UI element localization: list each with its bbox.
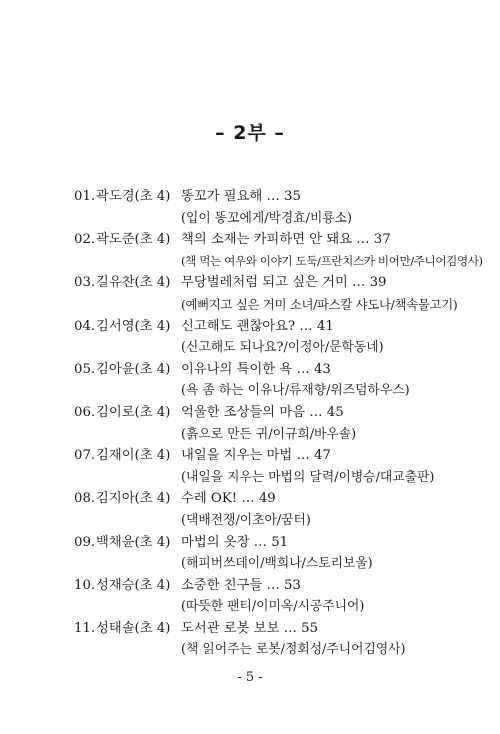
entry-number: 03.	[74, 275, 96, 291]
entry-title: 내일을 지우는 마법 … 47	[181, 448, 331, 464]
toc-entry-main	[74, 488, 474, 510]
toc-entry	[74, 272, 474, 315]
entry-number: 06.	[74, 404, 96, 420]
toc-entry-main	[74, 618, 474, 640]
entry-source: (책 읽어주는 로봇/정회성/주니어김영사)	[181, 642, 406, 658]
entry-number: 04.	[74, 318, 96, 334]
entry-author: 김지아(초 4)	[96, 491, 171, 507]
entry-number: 07.	[74, 448, 96, 464]
entry-number: 08.	[74, 491, 96, 507]
entry-number: 05.	[74, 361, 96, 377]
toc-entry	[74, 488, 474, 531]
entry-author: 김서영(초 4)	[96, 318, 171, 334]
entry-source: (신고해도 되나요?/이정아/문학동네)	[181, 340, 384, 356]
entry-title: 억울한 조상들의 마음 … 45	[181, 404, 344, 420]
toc-entry-main	[74, 272, 474, 294]
toc-entry	[74, 229, 483, 272]
toc-entry-main	[74, 316, 474, 338]
entry-source: (내일을 지우는 마법의 달력/이병승/대교출판)	[181, 469, 435, 485]
entry-number: 01.	[74, 189, 96, 204]
entry-title: 수레 OK! … 49	[181, 491, 276, 507]
entry-title: 무당벌레처럼 되고 싶은 거미 … 39	[181, 275, 387, 291]
entry-title: 소중한 친구들 … 53	[181, 577, 301, 593]
entry-author: 백채윤(초 4)	[96, 534, 171, 550]
toc-entry-main	[74, 575, 474, 597]
entry-author: 김아윤(초 4)	[96, 361, 171, 377]
entry-author: 곽도준(초 4)	[96, 232, 171, 248]
entry-author: 성태솔(초 4)	[96, 620, 171, 636]
entry-title: 이유나의 특이한 욕 … 43	[181, 361, 331, 377]
toc-entry-main	[74, 359, 474, 381]
entry-source: (책 먹는 여우와 이야기 도둑/프란치스카 비어만/주니어김영사)	[181, 253, 483, 268]
page-number: - 5 -	[237, 670, 263, 685]
entry-source: (해피버쓰데이/백희나/스토리보울)	[181, 556, 373, 572]
toc-entry	[74, 445, 474, 488]
entry-title: 책의 소재는 카피하면 안 돼요 … 37	[181, 232, 391, 248]
entry-title: 똥꼬가 필요해 … 35	[181, 189, 301, 204]
entry-number: 11.	[74, 620, 96, 636]
table-of-contents	[74, 186, 483, 661]
toc-entry-main	[74, 445, 474, 467]
entry-source: (흙으로 만든 귀/이규희/바우솔)	[181, 426, 357, 442]
entry-title: 도서관 로봇 보보 … 55	[181, 620, 319, 636]
entry-number: 02.	[74, 232, 96, 248]
entry-number: 09.	[74, 534, 96, 550]
entry-source: (입이 똥꼬에게/박경효/비룡소)	[181, 210, 353, 226]
entry-title: 신고해도 괜찮아요? … 41	[181, 318, 334, 334]
entry-author: 길유찬(초 4)	[96, 275, 171, 291]
toc-entry-main	[74, 402, 474, 424]
entry-author: 성재승(초 4)	[96, 577, 171, 593]
entry-source: (예뻐지고 싶은 거미 소녀/파스칼 샤도나/책속물고기)	[181, 296, 458, 312]
toc-entry	[74, 316, 474, 359]
toc-entry-main	[74, 229, 474, 251]
toc-entry-main	[74, 186, 474, 208]
entry-source: (따뜻한 팬티/이미옥/시공주니어)	[181, 599, 365, 615]
toc-entry-main	[74, 532, 474, 554]
toc-entry	[74, 575, 474, 618]
toc-entry	[74, 532, 474, 575]
section-title: – 2부 –	[215, 122, 285, 144]
entry-author: 곽도경(초 4)	[96, 189, 171, 204]
entry-author: 김이로(초 4)	[96, 404, 171, 420]
entry-title: 마법의 옷장 … 51	[181, 534, 289, 550]
entry-source: (욕 좀 하는 이유나/류재향/위즈덤하우스)	[181, 383, 410, 399]
entry-source: (댁배전쟁/이초아/꿈터)	[181, 512, 311, 528]
toc-entry	[74, 186, 474, 229]
entry-author: 김재이(초 4)	[96, 448, 171, 464]
toc-entry	[74, 618, 474, 661]
toc-entry	[74, 402, 474, 445]
entry-number: 10.	[74, 577, 96, 593]
toc-entry	[74, 359, 474, 402]
